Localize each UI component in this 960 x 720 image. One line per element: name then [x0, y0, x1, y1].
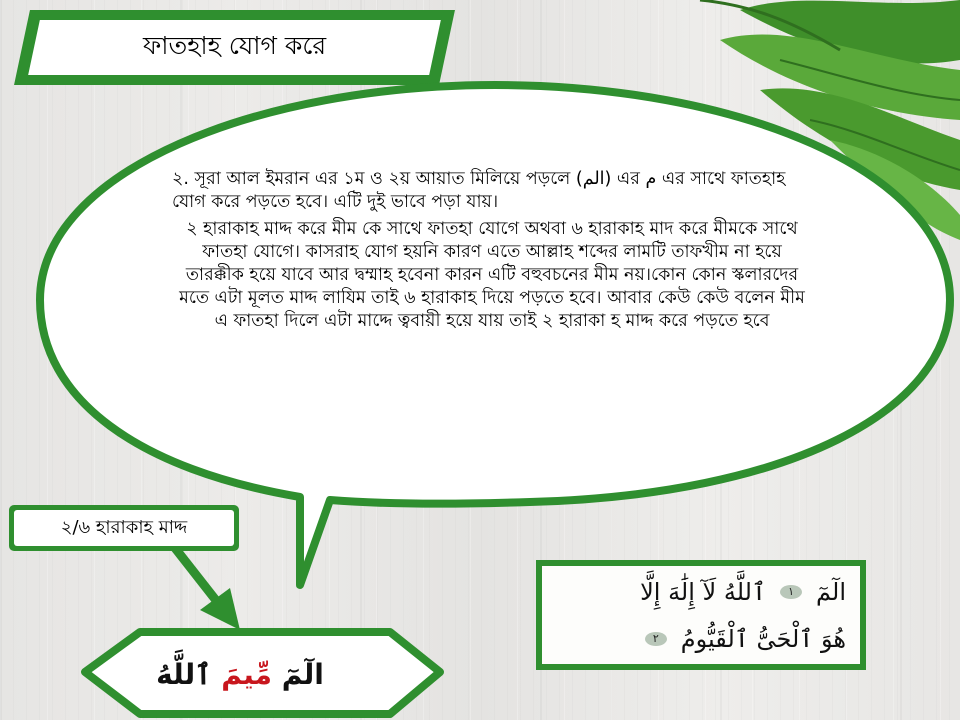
paragraph-detail: ২ হারাকাহ মাদ্দ করে মীম কে সাথে ফাতহা যোগে অথবা ৬ হারাকাহ মাদ করে মীমকে সাথে ফাতহা যোগে। কাসরাহ যোগ হয়নি কারণ এতে আল্লাহ শব্দের লামটি তাফখীম না হয়ে তারক্কীক হয়ে যাবে আর দ্বম্মাহ হবেনা কারন এটি বহুবচনের মীম নয়।কোন কোন স্কলারদের মতে এটা মূলত মাদ্দ লাযিম তাই ৬ হারাকাহ দিয়ে পড়তে হবে। আবার কেউ কেউ বলেন মীম এ ফাতহা দিলে এটা মাদ্দে ত্ববায়ী হয়ে যায় তাই ২ হারাকা হ মাদ্দ করে পড়তে হবে	[179, 219, 805, 331]
ayah-number-marker-2: ٢	[645, 632, 667, 646]
arabic-word-part1: الٓمٓ	[281, 657, 324, 691]
arabic-example-word	[110, 646, 370, 702]
ayah-text-1b: ٱللَّهُ لَآ إِلَٰهَ إِلَّا	[640, 577, 767, 606]
arabic-word-highlight: مِّيمَ	[221, 657, 272, 691]
page-title: ফাতহাহ যোগ করে	[142, 31, 327, 60]
arabic-word-part3: ٱللَّهُ	[156, 657, 212, 691]
ayah-text-1a: الٓمٓ	[816, 577, 846, 606]
ayah-line-1	[556, 578, 846, 606]
ayah-number-marker-1: ١	[780, 585, 802, 599]
arrow-line	[175, 548, 222, 608]
ayah-text-2: هُوَ ٱلْحَىُّ ٱلْقَيُّومُ	[680, 624, 846, 653]
ayah-box-inner	[542, 566, 860, 664]
ayah-line-2	[556, 625, 846, 653]
madd-label: ২/৬ হারাকাহ মাদ্দ	[14, 510, 234, 546]
paragraph-intro: ২. সূরা আল ইমরান এর ১ম ও ২য় আয়াত মিলিয়ে পড়লে (الم) এর م এর সাথে ফাতহাহ যোগ করে পড়তে হবে। এটি দুই ভাবে পড়া যায়।	[172, 169, 786, 212]
ayah-box	[536, 560, 866, 670]
madd-label-box	[9, 505, 239, 551]
explanation-text	[172, 168, 812, 333]
